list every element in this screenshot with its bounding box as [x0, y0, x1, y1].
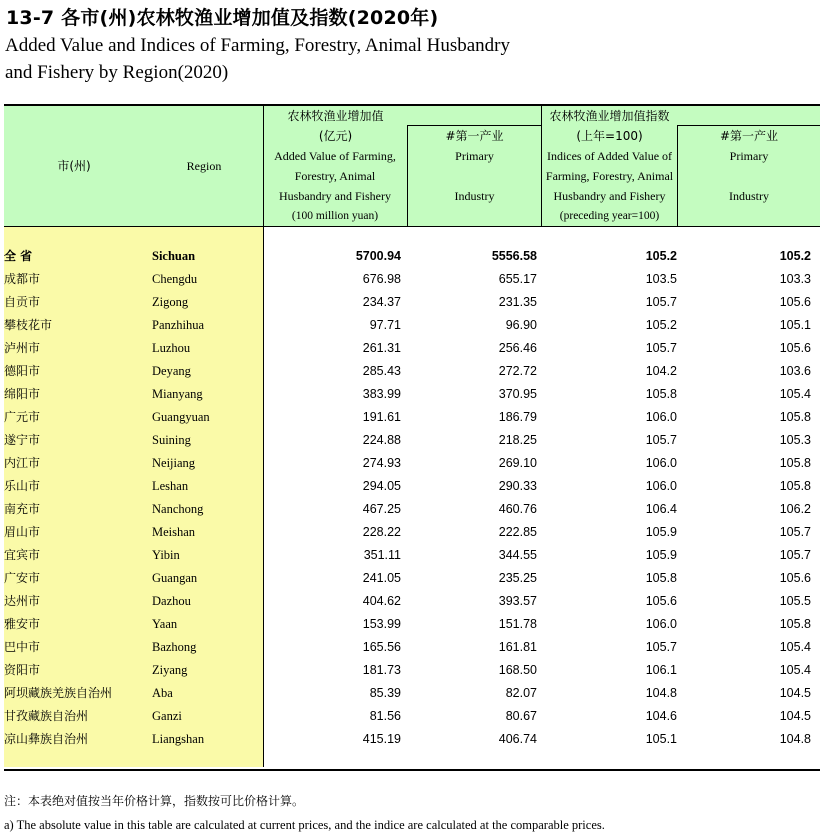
- cell-city: 绵阳市: [4, 387, 41, 401]
- page-title-en-line2: and Fishery by Region(2020): [5, 62, 229, 83]
- cell-added-value: 81.56: [369, 709, 401, 723]
- table-row: [4, 291, 820, 314]
- cell-city: 达州市: [4, 594, 41, 608]
- cell-added-value: 676.98: [362, 272, 401, 286]
- cell-region: Nanchong: [152, 502, 204, 516]
- cell-index: 106.4: [645, 502, 677, 516]
- header-sub1-cn: #第一产业: [445, 129, 504, 143]
- table-row: [4, 613, 820, 636]
- cell-primary-added-value: 393.57: [498, 594, 537, 608]
- cell-index: 104.8: [645, 686, 677, 700]
- cell-index: 105.8: [645, 387, 677, 401]
- note-en: a) The absolute value in this table are calculated at current prices, and the indice are calculated at the comparable prices.: [4, 818, 605, 832]
- cell-primary-index: 105.1: [779, 318, 811, 332]
- page-title-en-line1: Added Value and Indices of Farming, Forestry, Animal Husbandry: [5, 35, 510, 56]
- cell-added-value: 294.05: [362, 479, 401, 493]
- header-sub2-en1: Primary: [729, 149, 769, 163]
- header-sub1-en1: Primary: [455, 149, 494, 163]
- cell-primary-added-value: 460.76: [498, 502, 537, 516]
- cell-region: Bazhong: [152, 640, 197, 654]
- table-row: [4, 245, 820, 268]
- cell-primary-index: 105.8: [779, 479, 811, 493]
- cell-primary-index: 103.6: [779, 364, 811, 378]
- cell-primary-added-value: 168.50: [498, 663, 537, 677]
- cell-primary-index: 104.8: [779, 732, 811, 746]
- cell-city: 阿坝藏族羌族自治州: [4, 686, 113, 700]
- cell-added-value: 191.61: [362, 410, 401, 424]
- cell-primary-added-value: 231.35: [498, 295, 537, 309]
- cell-city: 南充市: [4, 502, 41, 516]
- cell-added-value: 261.31: [362, 341, 401, 355]
- cell-added-value: 165.56: [362, 640, 401, 654]
- cell-primary-added-value: 406.74: [498, 732, 537, 746]
- cell-city: 巴中市: [4, 640, 41, 654]
- header-group2-en2: Farming, Forestry, Animal: [545, 169, 674, 183]
- cell-city: 德阳市: [4, 364, 41, 378]
- header-sub1-en2: Industry: [454, 189, 495, 203]
- cell-city: 成都市: [4, 272, 41, 286]
- table-row: [4, 383, 820, 406]
- cell-primary-index: 104.5: [779, 686, 811, 700]
- cell-index: 103.5: [645, 272, 677, 286]
- cell-primary-index: 104.5: [779, 709, 811, 723]
- cell-primary-added-value: 655.17: [498, 272, 537, 286]
- cell-city: 资阳市: [4, 663, 41, 677]
- table-row: [4, 590, 820, 613]
- cell-primary-index: 105.3: [779, 433, 811, 447]
- cell-region: Mianyang: [152, 387, 203, 401]
- header-group1-en4: (100 million yuan): [291, 210, 379, 222]
- cell-region: Liangshan: [152, 732, 205, 746]
- cell-region: Suining: [152, 433, 191, 447]
- cell-region: Yaan: [152, 617, 178, 631]
- cell-primary-index: 105.7: [779, 548, 811, 562]
- cell-index: 105.9: [645, 525, 677, 539]
- cell-region: Ganzi: [152, 709, 182, 723]
- cell-city: 攀枝花市: [4, 318, 53, 332]
- cell-index: 105.6: [645, 594, 677, 608]
- cell-primary-added-value: 235.25: [498, 571, 537, 585]
- cell-added-value: 97.71: [369, 318, 401, 332]
- cell-primary-index: 105.2: [779, 249, 811, 263]
- cell-index: 105.7: [645, 341, 677, 355]
- cell-added-value: 404.62: [362, 594, 401, 608]
- cell-city: 内江市: [4, 456, 41, 470]
- cell-city: 凉山彝族自治州: [4, 732, 89, 746]
- header-group1-en3: Husbandry and Fishery: [279, 189, 391, 203]
- cell-region: Leshan: [152, 479, 189, 493]
- cell-added-value: 234.37: [362, 295, 401, 309]
- table-row: [4, 521, 820, 544]
- cell-index: 105.7: [645, 295, 677, 309]
- table-row: [4, 268, 820, 291]
- cell-region: Sichuan: [152, 249, 196, 263]
- cell-primary-index: 105.6: [779, 295, 811, 309]
- cell-city: 宜宾市: [4, 548, 41, 562]
- header-group2-en1: Indices of Added Value of: [546, 149, 673, 163]
- cell-city: 甘孜藏族自治州: [4, 709, 89, 723]
- header-group2-unit: (上年=100): [576, 129, 643, 143]
- table-row: [4, 682, 820, 705]
- table-row: [4, 337, 820, 360]
- header-sub2-cn: #第一产业: [719, 129, 779, 143]
- table-row: [4, 429, 820, 452]
- cell-index: 106.0: [645, 479, 677, 493]
- cell-city: 自贡市: [4, 295, 41, 309]
- header-group2-en4: (preceding year=100): [559, 210, 660, 222]
- header-group1-unit: (亿元): [318, 129, 353, 143]
- cell-primary-added-value: 344.55: [498, 548, 537, 562]
- cell-index: 106.0: [645, 617, 677, 631]
- cell-city: 广安市: [4, 571, 41, 585]
- cell-city: 全 省: [4, 249, 33, 263]
- header-group2-en3: Husbandry and Fishery: [553, 189, 666, 203]
- table-header-background: [4, 106, 820, 226]
- table-row: [4, 475, 820, 498]
- table-row: [4, 452, 820, 475]
- cell-primary-added-value: 218.25: [498, 433, 537, 447]
- header-group1-en1: Added Value of Farming,: [274, 149, 396, 163]
- cell-region: Chengdu: [152, 272, 198, 286]
- page-title-cn: 13-7 各市(州)农林牧渔业增加值及指数(2020年): [6, 7, 439, 29]
- cell-primary-added-value: 151.78: [498, 617, 537, 631]
- cell-primary-added-value: 82.07: [505, 686, 537, 700]
- header-group1-cn: 农林牧渔业增加值: [287, 109, 384, 123]
- cell-city: 广元市: [4, 410, 41, 424]
- cell-region: Dazhou: [152, 594, 191, 608]
- cell-added-value: 153.99: [362, 617, 401, 631]
- cell-city: 泸州市: [4, 341, 41, 355]
- cell-primary-added-value: 161.81: [498, 640, 537, 654]
- cell-primary-added-value: 269.10: [498, 456, 537, 470]
- cell-index: 104.6: [645, 709, 677, 723]
- cell-primary-index: 105.6: [779, 341, 811, 355]
- data-table: [4, 104, 820, 771]
- cell-primary-index: 105.7: [779, 525, 811, 539]
- cell-added-value: 285.43: [362, 364, 401, 378]
- cell-index: 105.9: [645, 548, 677, 562]
- cell-region: Guangan: [152, 571, 198, 585]
- cell-added-value: 228.22: [362, 525, 401, 539]
- cell-added-value: 224.88: [362, 433, 401, 447]
- cell-primary-index: 103.3: [779, 272, 811, 286]
- cell-added-value: 181.73: [362, 663, 401, 677]
- cell-primary-index: 106.2: [779, 502, 811, 516]
- cell-added-value: 241.05: [362, 571, 401, 585]
- cell-added-value: 383.99: [362, 387, 401, 401]
- cell-city: 遂宁市: [4, 433, 41, 447]
- cell-primary-added-value: 256.46: [498, 341, 537, 355]
- cell-region: Aba: [152, 686, 173, 700]
- cell-primary-added-value: 5556.58: [491, 249, 537, 263]
- cell-index: 105.8: [645, 571, 677, 585]
- cell-primary-added-value: 186.79: [498, 410, 537, 424]
- table-row: [4, 728, 820, 751]
- cell-index: 106.1: [645, 663, 677, 677]
- cell-primary-index: 105.4: [779, 640, 811, 654]
- header-city: 市(州): [57, 159, 91, 173]
- cell-index: 105.1: [645, 732, 677, 746]
- cell-index: 105.2: [645, 249, 677, 263]
- cell-added-value: 5700.94: [355, 249, 401, 263]
- table-row: [4, 544, 820, 567]
- cell-primary-index: 105.4: [779, 663, 811, 677]
- table-row: [4, 659, 820, 682]
- cell-added-value: 351.11: [363, 548, 401, 562]
- cell-region: Yibin: [152, 548, 180, 562]
- header-group1-en2: Forestry, Animal: [294, 169, 376, 183]
- cell-primary-index: 105.8: [779, 410, 811, 424]
- table-row: [4, 705, 820, 728]
- cell-added-value: 274.93: [362, 456, 401, 470]
- cell-region: Ziyang: [152, 663, 188, 677]
- cell-added-value: 85.39: [369, 686, 401, 700]
- cell-index: 105.2: [645, 318, 677, 332]
- cell-primary-index: 105.8: [779, 456, 811, 470]
- table-row: [4, 567, 820, 590]
- cell-primary-index: 105.8: [779, 617, 811, 631]
- cell-region: Deyang: [152, 364, 191, 378]
- cell-primary-index: 105.5: [779, 594, 811, 608]
- cell-city: 乐山市: [4, 479, 41, 493]
- table-row: [4, 406, 820, 429]
- cell-primary-added-value: 222.85: [498, 525, 537, 539]
- cell-index: 105.7: [645, 433, 677, 447]
- cell-index: 106.0: [645, 410, 677, 424]
- header-sub2-en2: Industry: [729, 189, 769, 203]
- cell-region: Neijiang: [152, 456, 196, 470]
- note-cn: 注：本表绝对值按当年价格计算，指数按可比价格计算。: [4, 794, 305, 808]
- cell-primary-added-value: 272.72: [498, 364, 537, 378]
- cell-region: Guangyuan: [152, 410, 210, 424]
- cell-city: 雅安市: [4, 617, 41, 631]
- table-row: [4, 498, 820, 521]
- table-row: [4, 636, 820, 659]
- header-group2-cn: 农林牧渔业增加值指数: [549, 109, 670, 123]
- table-row: [4, 314, 820, 337]
- cell-region: Panzhihua: [152, 318, 205, 332]
- cell-primary-added-value: 96.90: [505, 318, 537, 332]
- cell-city: 眉山市: [4, 525, 41, 539]
- cell-added-value: 467.25: [362, 502, 401, 516]
- cell-index: 104.2: [645, 364, 677, 378]
- table-row: [4, 360, 820, 383]
- cell-region: Luzhou: [152, 341, 191, 355]
- header-region: Region: [186, 159, 222, 173]
- cell-primary-added-value: 290.33: [498, 479, 537, 493]
- cell-added-value: 415.19: [362, 732, 401, 746]
- cell-primary-index: 105.4: [779, 387, 811, 401]
- cell-primary-index: 105.6: [779, 571, 811, 585]
- cell-primary-added-value: 80.67: [505, 709, 537, 723]
- cell-region: Zigong: [152, 295, 189, 309]
- cell-index: 105.7: [645, 640, 677, 654]
- cell-region: Meishan: [152, 525, 196, 539]
- cell-index: 106.0: [645, 456, 677, 470]
- cell-primary-added-value: 370.95: [498, 387, 537, 401]
